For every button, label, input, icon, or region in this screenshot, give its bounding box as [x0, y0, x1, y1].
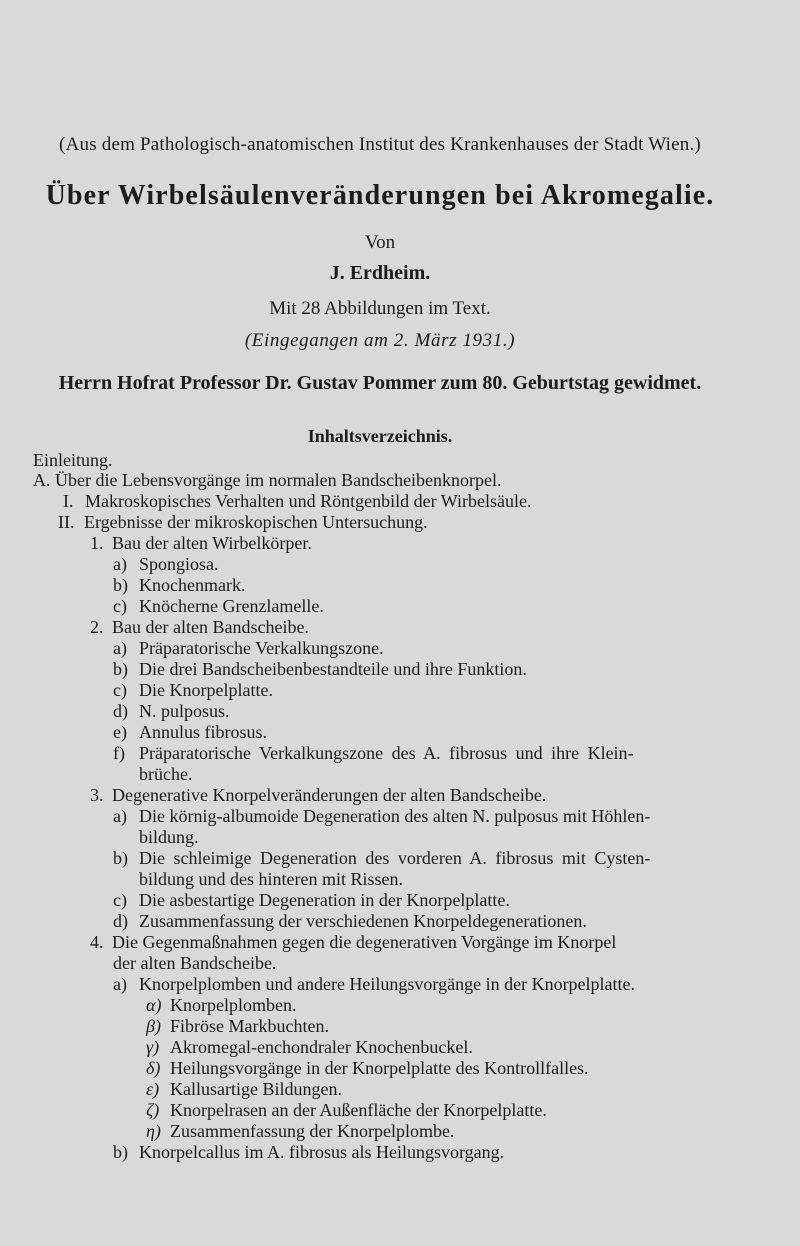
- toc-item: [113, 953, 276, 974]
- toc-item-text: bildung und des hinteren mit Rissen.: [139, 869, 403, 889]
- toc-item: [113, 701, 230, 722]
- toc-item-text: der alten Bandscheibe.: [113, 953, 277, 973]
- toc-item-marker: I.: [63, 491, 74, 511]
- toc-item: [139, 827, 199, 848]
- toc-item-text: Makroskopisches Verhalten und Röntgenbild der Wirbelsäule.: [85, 491, 532, 511]
- toc-item-marker: γ): [146, 1037, 160, 1057]
- toc-item: [113, 638, 384, 659]
- byline-von: Von: [364, 232, 396, 253]
- toc-item-text: Knochenmark.: [139, 575, 246, 595]
- toc-item-text: Die Gegenmaßnahmen gegen die degenerativen Vorgänge im Knorpel: [112, 932, 617, 952]
- toc-item-text: Annulus fibrosus.: [139, 722, 268, 742]
- toc-item-text: Die drei Bandscheibenbestandteile und ihre Funktion.: [139, 659, 527, 679]
- author-name: J. Erdheim.: [329, 262, 431, 284]
- toc-item-marker: d): [113, 911, 128, 931]
- toc-item: [90, 785, 546, 806]
- toc-item-text: Ergebnisse der mikroskopischen Untersuchung.: [84, 512, 428, 532]
- toc-item: [146, 995, 296, 1016]
- toc-item: [113, 806, 650, 827]
- toc-item: [146, 1079, 342, 1100]
- figures-note: Mit 28 Abbildungen im Text.: [269, 298, 491, 319]
- dedication-line: Herrn Hofrat Professor Dr. Gustav Pommer zum 80. Geburtstag gewidmet.: [58, 372, 702, 394]
- toc-item-marker: b): [113, 848, 128, 868]
- toc-item: [58, 512, 428, 533]
- toc-item: [113, 890, 510, 911]
- toc-item-text: Heilungsvorgänge in der Knorpelplatte des Kontrollfalles.: [170, 1058, 589, 1078]
- toc-item: [90, 617, 309, 638]
- toc-item-text: Kallusartige Bildungen.: [170, 1079, 342, 1099]
- toc-item: [146, 1016, 329, 1037]
- toc-item: [63, 491, 532, 512]
- toc-item-marker: c): [113, 890, 127, 910]
- toc-item-marker: 3.: [90, 785, 104, 805]
- toc-item-text: Zusammenfassung der verschiedenen Knorpeldegenerationen.: [139, 911, 587, 931]
- toc-item-text: Degenerative Knorpelveränderungen der alten Bandscheibe.: [112, 785, 547, 805]
- toc-item: [146, 1037, 473, 1058]
- toc-item: [139, 764, 192, 785]
- toc-item-marker: α): [146, 995, 162, 1015]
- toc-item-text: Zusammenfassung der Knorpelplombe.: [170, 1121, 455, 1141]
- toc-item-marker: β): [146, 1016, 161, 1036]
- toc-item-text: Die schleimige Degeneration des vorderen A. fibrosus mit Cysten-: [139, 848, 651, 868]
- toc-item: [113, 722, 267, 743]
- toc-item: [113, 848, 650, 869]
- toc-item: [146, 1121, 454, 1142]
- toc-item-text: Einleitung.: [33, 450, 113, 470]
- toc-item: [139, 869, 403, 890]
- toc-item-text: Spongiosa.: [139, 554, 219, 574]
- toc-item-marker: b): [113, 659, 128, 679]
- toc-item-text: Die körnig-albumoide Degeneration des alten N. pulposus mit Höhlen-: [139, 806, 651, 826]
- toc-item-marker: e): [113, 722, 127, 742]
- toc-item: [113, 911, 587, 932]
- toc-item-marker: a): [113, 806, 127, 826]
- toc-item: [146, 1100, 547, 1121]
- toc-item-text: Knorpelplomben.: [170, 995, 297, 1015]
- toc-item-text: Die asbestartige Degeneration in der Knorpelplatte.: [139, 890, 510, 910]
- toc-item-text: Über die Lebensvorgänge im normalen Bandscheibenknorpel.: [55, 470, 502, 490]
- toc-item: [113, 659, 527, 680]
- toc-item-text: Fibröse Markbuchten.: [170, 1016, 329, 1036]
- toc-item-marker: a): [113, 974, 127, 994]
- toc-item: [113, 974, 635, 995]
- toc-item-marker: 1.: [90, 533, 104, 553]
- toc-item-marker: ε): [146, 1079, 160, 1099]
- toc-item-marker: II.: [58, 512, 75, 532]
- toc-item-text: Akromegal-enchondraler Knochenbuckel.: [170, 1037, 473, 1057]
- toc-item: [90, 932, 616, 953]
- toc-item-text: N. pulposus.: [139, 701, 230, 721]
- toc-item-text: Knorpelrasen an der Außenfläche der Knorpelplatte.: [170, 1100, 547, 1120]
- toc-item-text: Knorpelplomben und andere Heilungsvorgänge in der Knorpelplatte.: [139, 974, 636, 994]
- toc-item: [146, 1058, 589, 1079]
- toc-item-marker: 2.: [90, 617, 104, 637]
- toc-item-marker: b): [113, 1142, 128, 1162]
- toc-item-marker: d): [113, 701, 128, 721]
- toc-item-marker: f): [113, 743, 125, 763]
- toc-item: [113, 575, 245, 596]
- toc-item: [113, 680, 273, 701]
- toc-item-marker: η): [146, 1121, 161, 1141]
- toc-item: [33, 470, 502, 491]
- toc-item-marker: a): [113, 638, 127, 658]
- toc-item-text: Knorpelcallus im A. fibrosus als Heilungsvorgang.: [139, 1142, 505, 1162]
- toc-item-text: Präparatorische Verkalkungszone.: [139, 638, 384, 658]
- toc-item-marker: ζ): [146, 1100, 160, 1120]
- received-date: (Eingegangen am 2. März 1931.): [244, 330, 516, 351]
- toc-item: [90, 533, 312, 554]
- toc-item: [113, 596, 324, 617]
- toc-item-text: bildung.: [139, 827, 199, 847]
- toc-item: [113, 1142, 504, 1163]
- toc-item-marker: a): [113, 554, 127, 574]
- toc-item-text: Knöcherne Grenzlamelle.: [139, 596, 324, 616]
- toc-item: [113, 554, 219, 575]
- toc-item-text: Bau der alten Wirbelkörper.: [112, 533, 312, 553]
- institute-line: (Aus dem Pathologisch-anatomischen Institut des Krankenhauses der Stadt Wien.): [59, 134, 701, 155]
- toc-item-marker: 4.: [90, 932, 104, 952]
- toc-item-marker: A.: [33, 470, 51, 490]
- toc-heading: Inhaltsverzeichnis.: [307, 426, 453, 446]
- toc-item-marker: δ): [146, 1058, 161, 1078]
- toc-item-text: Bau der alten Bandscheibe.: [112, 617, 309, 637]
- toc-item: [113, 743, 634, 764]
- article-title: Über Wirbelsäulenveränderungen bei Akromegalie.: [45, 180, 715, 211]
- toc-item-marker: c): [113, 596, 127, 616]
- toc-item-text: Präparatorische Verkalkungszone des A. fibrosus und ihre Klein-: [139, 743, 634, 763]
- toc-item-text: Die Knorpelplatte.: [139, 680, 273, 700]
- toc-item-marker: c): [113, 680, 127, 700]
- toc-item: [33, 450, 113, 471]
- toc-item-marker: b): [113, 575, 128, 595]
- toc-item-text: brüche.: [139, 764, 193, 784]
